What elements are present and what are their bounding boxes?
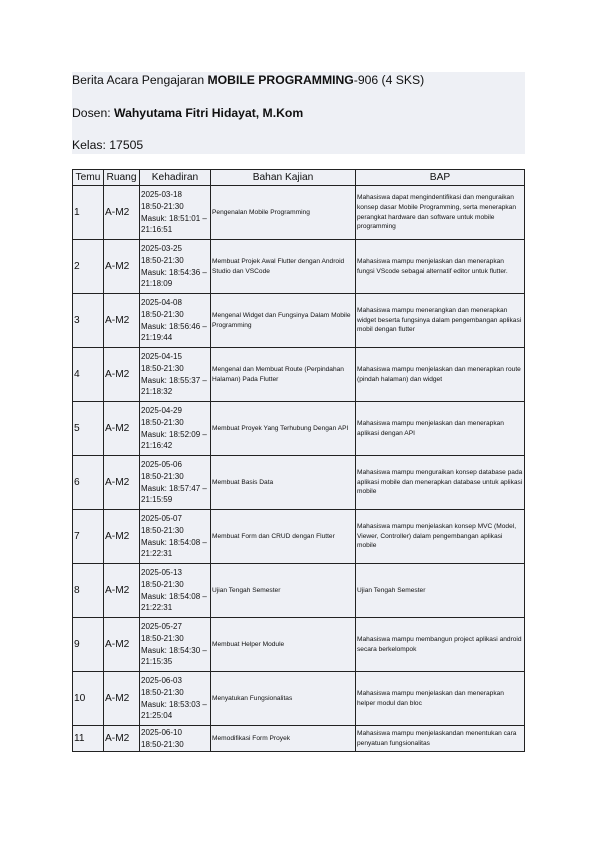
attendance-time: 18:50-21:30	[141, 255, 184, 265]
attendance-date: 2025-04-15	[141, 351, 182, 361]
attendance-checkin: Masuk: 18:56:46 – 21:19:44	[141, 321, 207, 343]
attendance-date: 2025-04-29	[141, 405, 182, 415]
column-header-kehadiran: Kehadiran	[140, 170, 211, 186]
topic-cell: Pengenalan Mobile Programming	[211, 186, 356, 240]
attendance-cell	[140, 564, 211, 618]
topic-cell: Mengenal Widget dan Fungsinya Dalam Mobile Programming	[211, 294, 356, 348]
room-cell: A-M2	[104, 726, 140, 752]
column-header-ruang: Ruang	[104, 170, 140, 186]
topic-cell: Membuat Basis Data	[211, 456, 356, 510]
table-row	[73, 294, 525, 348]
attendance-time: 18:50-21:30	[141, 363, 184, 373]
document-header	[72, 72, 525, 154]
attendance-date: 2025-06-10	[141, 727, 182, 737]
meeting-number: 4	[73, 348, 104, 402]
class-line: Kelas: 17505	[72, 138, 144, 152]
attendance-cell	[140, 402, 211, 456]
attendance-checkin: Masuk: 18:57:47 – 21:15:59	[141, 483, 207, 505]
column-header-bahan-kajian: Bahan Kajian	[211, 170, 356, 186]
meeting-number: 2	[73, 240, 104, 294]
topic-cell: Membuat Projek Awal Flutter dengan Android Studio dan VSCode	[211, 240, 356, 294]
room-cell: A-M2	[104, 672, 140, 726]
table-row	[73, 618, 525, 672]
attendance-date: 2025-03-18	[141, 189, 182, 199]
table-row	[73, 456, 525, 510]
meeting-number: 6	[73, 456, 104, 510]
table-body	[73, 186, 525, 752]
attendance-time: 18:50-21:30	[141, 525, 184, 535]
table-row	[73, 348, 525, 402]
meeting-number: 5	[73, 402, 104, 456]
room-cell: A-M2	[104, 240, 140, 294]
attendance-date: 2025-05-27	[141, 621, 182, 631]
bap-cell: Mahasiswa mampu menjelaskan dan menerapkan helper modul dan bloc	[356, 672, 525, 726]
room-cell: A-M2	[104, 618, 140, 672]
room-cell: A-M2	[104, 186, 140, 240]
lecturer-line	[72, 106, 303, 121]
attendance-cell	[140, 618, 211, 672]
topic-cell: Membuat Proyek Yang Terhubung Dengan API	[211, 402, 356, 456]
attendance-checkin: Masuk: 18:54:08 – 21:22:31	[141, 591, 207, 613]
attendance-checkin: Masuk: 18:54:08 – 21:22:31	[141, 537, 207, 559]
room-cell: A-M2	[104, 402, 140, 456]
attendance-time: 18:50-21:30	[141, 201, 184, 211]
course-suffix: -906 (4 SKS)	[353, 73, 425, 87]
bap-cell: Mahasiswa mampu menjelaskan dan menerapkan aplikasi dengan API	[356, 402, 525, 456]
bap-cell: Mahasiswa mampu membangun project aplikasi android secara berkelompok	[356, 618, 525, 672]
attendance-cell	[140, 456, 211, 510]
meeting-number: 8	[73, 564, 104, 618]
topic-cell: Membuat Helper Module	[211, 618, 356, 672]
room-cell: A-M2	[104, 456, 140, 510]
column-header-bap: BAP	[356, 170, 525, 186]
bap-cell: Ujian Tengah Semester	[356, 564, 525, 618]
topic-cell: Memodifikasi Form Proyek	[211, 726, 356, 752]
title-line	[72, 73, 424, 88]
attendance-date: 2025-04-08	[141, 297, 182, 307]
bap-cell: Mahasiswa mampu menjelaskan konsep MVC (Model, Viewer, Controller) dalam pengembangan aplikasi mobile	[356, 510, 525, 564]
column-header-temu: Temu	[73, 170, 104, 186]
attendance-date: 2025-05-07	[141, 513, 182, 523]
attendance-time: 18:50-21:30	[141, 579, 184, 589]
attendance-cell	[140, 510, 211, 564]
room-cell: A-M2	[104, 348, 140, 402]
course-name: MOBILE PROGRAMMING	[207, 73, 354, 87]
attendance-date: 2025-05-13	[141, 567, 182, 577]
topic-cell: Mengenal dan Membuat Route (Perpindahan Halaman) Pada Flutter	[211, 348, 356, 402]
attendance-cell	[140, 348, 211, 402]
bap-cell: Mahasiswa mampu menjelaskan dan menerapkan route (pindah halaman) dan widget	[356, 348, 525, 402]
table-row	[73, 402, 525, 456]
attendance-time: 18:50-21:30	[141, 687, 184, 697]
lecturer-name: Wahyutama Fitri Hidayat, M.Kom	[114, 106, 304, 120]
lecturer-label: Dosen:	[72, 106, 115, 120]
room-cell: A-M2	[104, 564, 140, 618]
attendance-date: 2025-06-03	[141, 675, 182, 685]
title-prefix: Berita Acara Pengajaran	[72, 73, 208, 87]
table-row	[73, 240, 525, 294]
topic-cell: Membuat Form dan CRUD dengan Flutter	[211, 510, 356, 564]
attendance-checkin: Masuk: 18:54:30 – 21:15:35	[141, 645, 207, 667]
meeting-number: 10	[73, 672, 104, 726]
bap-cell: Mahasiswa mampu menjelaskan dan menerapkan fungsi VScode sebagai alternatif editor untuk flutter.	[356, 240, 525, 294]
attendance-date: 2025-05-06	[141, 459, 182, 469]
teaching-report-table	[72, 169, 525, 752]
topic-cell: Menyatukan Fungsionalitas	[211, 672, 356, 726]
bap-cell: Mahasiswa mampu menerangkan dan menerapkan widget beserta fungsinya dalam pengembangan aplikasi mobil dengan flutter	[356, 294, 525, 348]
attendance-checkin: Masuk: 18:52:09 – 21:16:42	[141, 429, 207, 451]
room-cell: A-M2	[104, 294, 140, 348]
attendance-checkin: Masuk: 18:54:36 – 21:18:09	[141, 267, 207, 289]
attendance-date: 2025-03-25	[141, 243, 182, 253]
attendance-time: 18:50-21:30	[141, 471, 184, 481]
meeting-number: 7	[73, 510, 104, 564]
attendance-checkin: Masuk: 18:53:03 – 21:25:04	[141, 699, 207, 721]
attendance-time: 18:50-21:30	[141, 309, 184, 319]
attendance-cell	[140, 672, 211, 726]
attendance-time: 18:50-21:30	[141, 739, 184, 749]
table-row	[73, 510, 525, 564]
meeting-number: 1	[73, 186, 104, 240]
bap-cell: Mahasiswa dapat mengindentifikasi dan menguraikan konsep dasar Mobile Programming, serta menerapkan perangkat hardware dan software untuk mobile programming	[356, 186, 525, 240]
table-row	[73, 564, 525, 618]
meeting-number: 3	[73, 294, 104, 348]
attendance-cell	[140, 240, 211, 294]
attendance-time: 18:50-21:30	[141, 633, 184, 643]
meeting-number: 9	[73, 618, 104, 672]
bap-cell: Mahasiswa mampu menjelaskandan menentukan cara penyatuan fungsionalitas	[356, 726, 525, 752]
attendance-cell	[140, 726, 211, 752]
attendance-cell	[140, 294, 211, 348]
table-row	[73, 726, 525, 752]
bap-cell: Mahasiswa mampu menguraikan konsep database pada aplikasi mobile dan menerapkan database untuk aplikasi mobile	[356, 456, 525, 510]
attendance-checkin: Masuk: 18:51:01 – 21:16:51	[141, 213, 207, 235]
table-row	[73, 186, 525, 240]
table-row	[73, 672, 525, 726]
attendance-cell	[140, 186, 211, 240]
attendance-time: 18:50-21:30	[141, 417, 184, 427]
attendance-checkin: Masuk: 18:55:37 – 21:18:32	[141, 375, 207, 397]
table-header-row	[73, 170, 525, 186]
meeting-number: 11	[73, 726, 104, 752]
topic-cell: Ujian Tengah Semester	[211, 564, 356, 618]
room-cell: A-M2	[104, 510, 140, 564]
